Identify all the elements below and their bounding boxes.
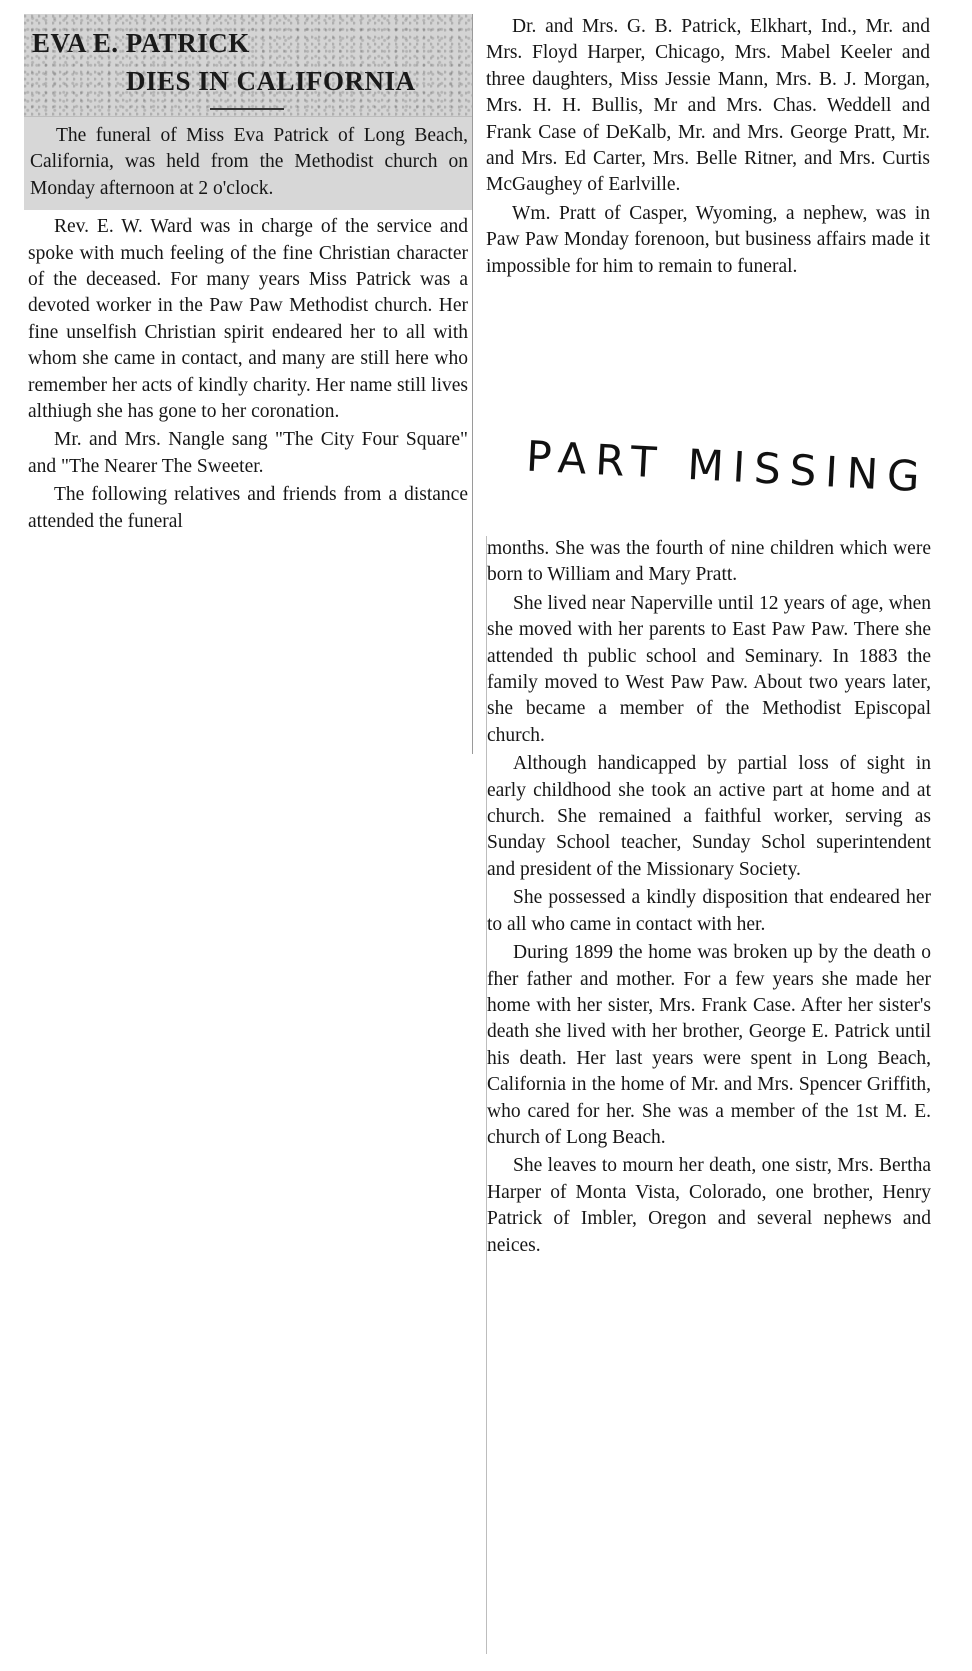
left-body <box>24 210 472 535</box>
right-paragraph: During 1899 the home was broken up by the death o fher father and mother. For a few years she made her home with her sister, Mrs. Frank Case. After her sister's death she lived with her brother, George E. Patrick until his death. Her last years were spent in Long Beach, California in the home of Mr. and Mrs. Spencer Griffith, who cared for her. She was a member of the 1st M. E. church of Long Beach. <box>487 942 931 1148</box>
headline-rule <box>210 108 284 110</box>
right-paragraph: She leaves to mourn her death, one sistr, Mrs. Bertha Harper of Monta Vista, Colorado, one brother, Henry Patrick of Imbler, Oregon and several nephews and neices. <box>487 1155 931 1256</box>
left-paragraph: Rev. E. W. Ward was in charge of the service and spoke with much feeling of the fine Christian character of the deceased. For many years Miss Patrick was a devoted worker in the Paw Paw Methodist church. Her fine unselfish Christian spirit endeared her to all with whom she came in contact, and many are still here who remember her acts of kindly charity. Her name still lives althiugh she has gone to her coronation. <box>28 216 468 423</box>
right-paragraph: Although handicapped by partial loss of sight in early childhood she took an active part at home and at church. She remained a faithful worker, serving as Sunday School teacher, Sunday Schol superintendent and president of the Missionary Society. <box>487 753 931 880</box>
continued-paragraph: months. She was the fourth of nine children which were born to William and Mary Pratt. <box>487 538 931 586</box>
left-paragraph: Mr. and Mrs. Nangle sang "The City Four Square" and "The Nearer The Sweeter. <box>28 429 468 477</box>
handwritten-note: PART MISSING <box>524 431 930 502</box>
headline-line-2: DIES IN CALIFORNIA <box>126 66 416 96</box>
attendees-paragraph: Dr. and Mrs. G. B. Patrick, Elkhart, Ind., Mr. and Mrs. Floyd Harper, Chicago, Mrs. Mabel Keeler and three daughters, Miss Jessie Mann, Mrs. B. J. Morgan, Mrs. H. H. Bullis, Mr and Mrs. Chas. Weddell and Frank Case of DeKalb, Mr. and Mrs. George Pratt, Mr. and Mrs. Ed Carter, Mrs. Belle Ritner, and Mrs. Curtis McGaughey of Earlville. <box>486 16 930 196</box>
right-paragraph: She lived near Naperville until 12 years of age, when she moved with her parents to East Paw Paw. There she attended th public school and Seminary. In 1883 the family moved to West Paw Paw. About two years later, she became a member of the Methodist Episcopal church. <box>487 592 931 746</box>
left-clipping <box>24 14 473 754</box>
lead-text: The funeral of Miss Eva Patrick of Long Beach, California, was held from the Methodist church on Monday afternoon at 2 o'clock. <box>30 125 468 199</box>
lead-paragraph <box>24 117 472 210</box>
headline-block <box>24 14 472 117</box>
right-bottom-clipping <box>486 536 931 1654</box>
right-paragraph: She possessed a kindly disposition that endeared her to all who came in contact with her. <box>487 887 931 935</box>
left-paragraph: The following relatives and friends from a distance attended the funeral <box>28 484 468 532</box>
headline-line-1: EVA E. PATRICK <box>32 28 250 58</box>
right-top-clipping <box>486 14 930 414</box>
nephew-paragraph: Wm. Pratt of Casper, Wyoming, a nephew, was in Paw Paw Monday forenoon, but business affairs made it impossible for him to remain to funeral. <box>486 202 930 277</box>
